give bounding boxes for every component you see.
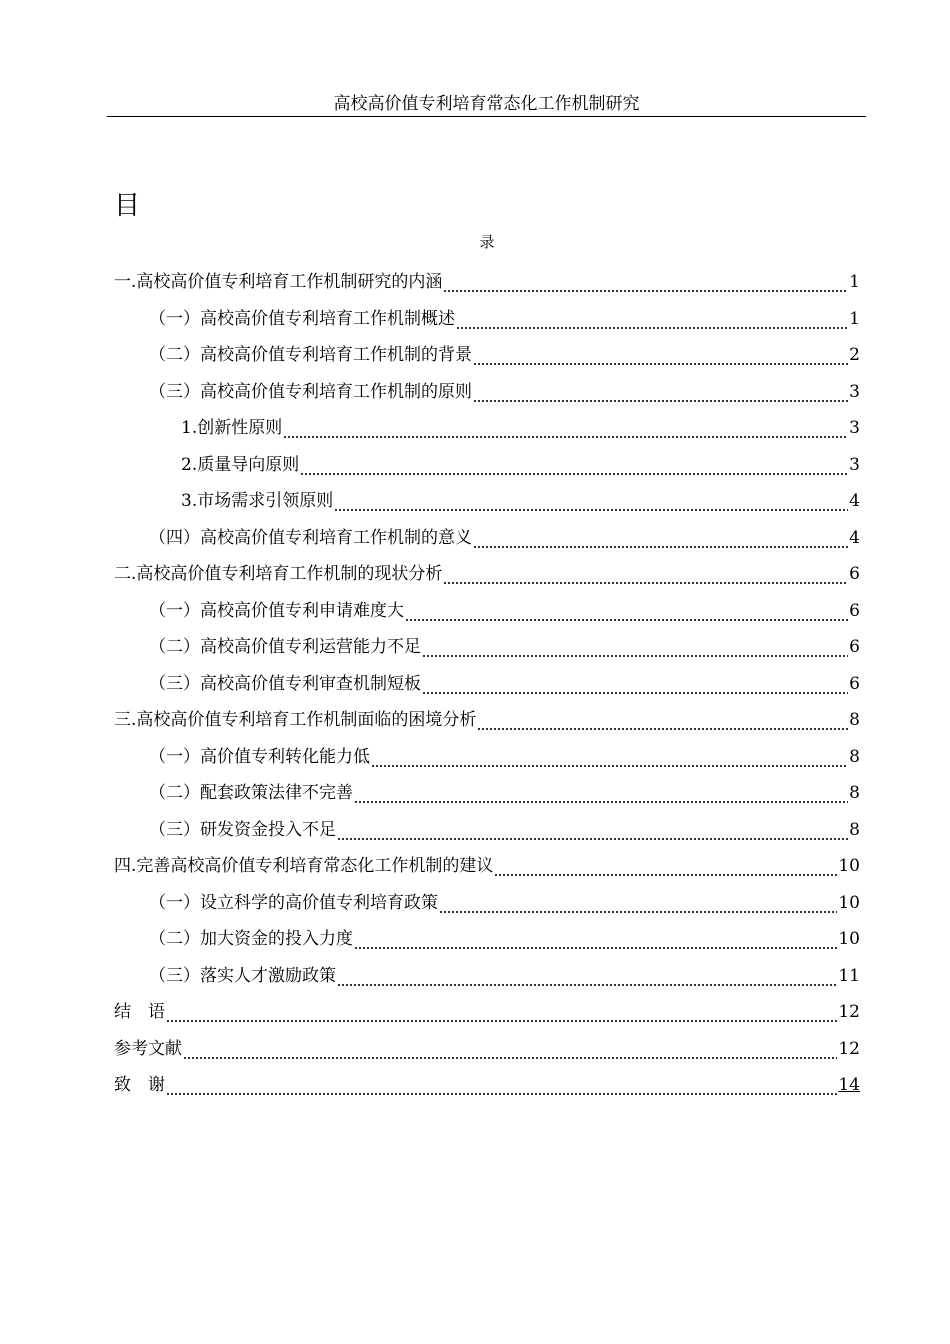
toc-entry-text: （三）高校高价值专利审查机制短板 [149, 673, 421, 694]
toc-entry-text: （一）高校高价值专利申请难度大 [149, 600, 404, 621]
toc-entry-text: （三）落实人才激励政策 [149, 965, 336, 986]
toc-entry-text: （三）研发资金投入不足 [149, 819, 336, 840]
toc-entry-page: 1 [849, 308, 860, 329]
toc-title-first-char: 目 [114, 191, 141, 221]
toc-entry[interactable] [0, 812, 950, 849]
toc-entry-text: （二）配套政策法律不完善 [149, 783, 353, 804]
toc-entry-text: （一）高价值专利转化能力低 [149, 746, 370, 767]
toc-dot-leader [166, 1082, 837, 1096]
toc-dot-leader [354, 790, 848, 804]
toc-entry-text: （一）设立科学的高价值专利培育政策 [149, 892, 438, 913]
toc-entry-page: 8 [849, 783, 860, 804]
toc-entry-page: 8 [849, 710, 860, 731]
toc-entry-text: 三.高校高价值专利培育工作机制面临的困境分析 [114, 710, 477, 731]
toc-entry[interactable] [0, 775, 950, 812]
toc-dot-leader [443, 279, 848, 293]
toc-entry-text: （四）高校高价值专利培育工作机制的意义 [149, 527, 472, 548]
toc-title-second-char: 录 [479, 233, 495, 251]
toc-entry-text: 1.创新性原则 [181, 418, 283, 439]
toc-dot-leader [334, 498, 848, 512]
toc-entry-text: （二）高校高价值专利培育工作机制的背景 [149, 345, 472, 366]
toc-entry-page: 2 [849, 345, 860, 366]
toc-entry-page: 12 [838, 1002, 860, 1023]
toc-entry[interactable] [0, 520, 950, 557]
toc-dot-leader [300, 462, 848, 476]
toc-entry-text: 二.高校高价值专利培育工作机制的现状分析 [114, 564, 443, 585]
toc-dot-leader [473, 389, 848, 403]
toc-entry[interactable] [0, 885, 950, 922]
toc-dot-leader [283, 425, 848, 439]
toc-entry-page: 1 [849, 272, 860, 293]
toc-entry[interactable] [0, 337, 950, 374]
toc-entry-page: 12 [838, 1038, 860, 1059]
toc-entry[interactable] [0, 702, 950, 739]
toc-entry[interactable] [0, 1067, 950, 1104]
toc-entry-page: 8 [849, 819, 860, 840]
toc-entry-page: 3 [849, 418, 860, 439]
toc-dot-leader [354, 936, 837, 950]
toc-dot-leader [422, 644, 848, 658]
toc-entry[interactable] [0, 374, 950, 411]
toc-entry-page: 6 [849, 564, 860, 585]
toc-dot-leader [439, 900, 837, 914]
toc-dot-leader [166, 1009, 837, 1023]
toc-entry[interactable] [0, 483, 950, 520]
toc-entry-page: 10 [838, 892, 860, 913]
toc-dot-leader [337, 973, 837, 987]
toc-entry-text: 3.市场需求引领原则 [181, 491, 334, 512]
toc-entry[interactable] [0, 994, 950, 1031]
toc-entry[interactable] [0, 264, 950, 301]
toc-entry[interactable] [0, 739, 950, 776]
toc-entry-text: 致 谢 [114, 1075, 165, 1096]
toc-entry[interactable] [0, 921, 950, 958]
toc-entry-page: 10 [838, 856, 860, 877]
toc-entry-page: 6 [849, 637, 860, 658]
toc-dot-leader [473, 352, 848, 366]
toc-entry-text: 2.质量导向原则 [181, 454, 300, 475]
toc-entry-text: （三）高校高价值专利培育工作机制的原则 [149, 381, 472, 402]
toc-entry[interactable] [0, 410, 950, 447]
toc-entry[interactable] [0, 1031, 950, 1068]
toc-entry-page: 6 [849, 600, 860, 621]
toc-dot-leader [183, 1046, 837, 1060]
toc-entry[interactable] [0, 629, 950, 666]
toc-entry-text: （二）加大资金的投入力度 [149, 929, 353, 950]
toc-entry[interactable] [0, 666, 950, 703]
toc-entry-page: 10 [838, 929, 860, 950]
toc-entry-text: 一.高校高价值专利培育工作机制研究的内涵 [114, 272, 443, 293]
table-of-contents [0, 264, 950, 1104]
toc-entry[interactable] [0, 848, 950, 885]
toc-entry[interactable] [0, 556, 950, 593]
toc-dot-leader [422, 681, 848, 695]
toc-dot-leader [371, 754, 848, 768]
toc-dot-leader [405, 608, 848, 622]
toc-dot-leader [456, 316, 848, 330]
toc-entry-page: 11 [838, 965, 860, 986]
toc-entry-text: （二）高校高价值专利运营能力不足 [149, 637, 421, 658]
toc-entry-page: 14 [838, 1075, 860, 1096]
toc-dot-leader [443, 571, 848, 585]
toc-entry[interactable] [0, 958, 950, 995]
toc-dot-leader [477, 717, 848, 731]
toc-entry[interactable] [0, 301, 950, 338]
toc-dot-leader [473, 535, 848, 549]
toc-entry-page: 3 [849, 381, 860, 402]
toc-dot-leader [494, 863, 837, 877]
toc-entry-page: 8 [849, 746, 860, 767]
running-header: 高校高价值专利培育常态化工作机制研究 [107, 92, 866, 117]
toc-entry[interactable] [0, 593, 950, 630]
toc-entry-text: 四.完善高校高价值专利培育常态化工作机制的建议 [114, 856, 494, 877]
toc-entry-page: 4 [849, 527, 860, 548]
toc-entry-text: 结 语 [114, 1002, 165, 1023]
toc-dot-leader [337, 827, 848, 841]
toc-entry-text: 参考文献 [114, 1038, 182, 1059]
toc-entry[interactable] [0, 447, 950, 484]
toc-entry-text: （一）高校高价值专利培育工作机制概述 [149, 308, 455, 329]
toc-entry-page: 3 [849, 454, 860, 475]
toc-entry-page: 6 [849, 673, 860, 694]
toc-entry-page: 4 [849, 491, 860, 512]
